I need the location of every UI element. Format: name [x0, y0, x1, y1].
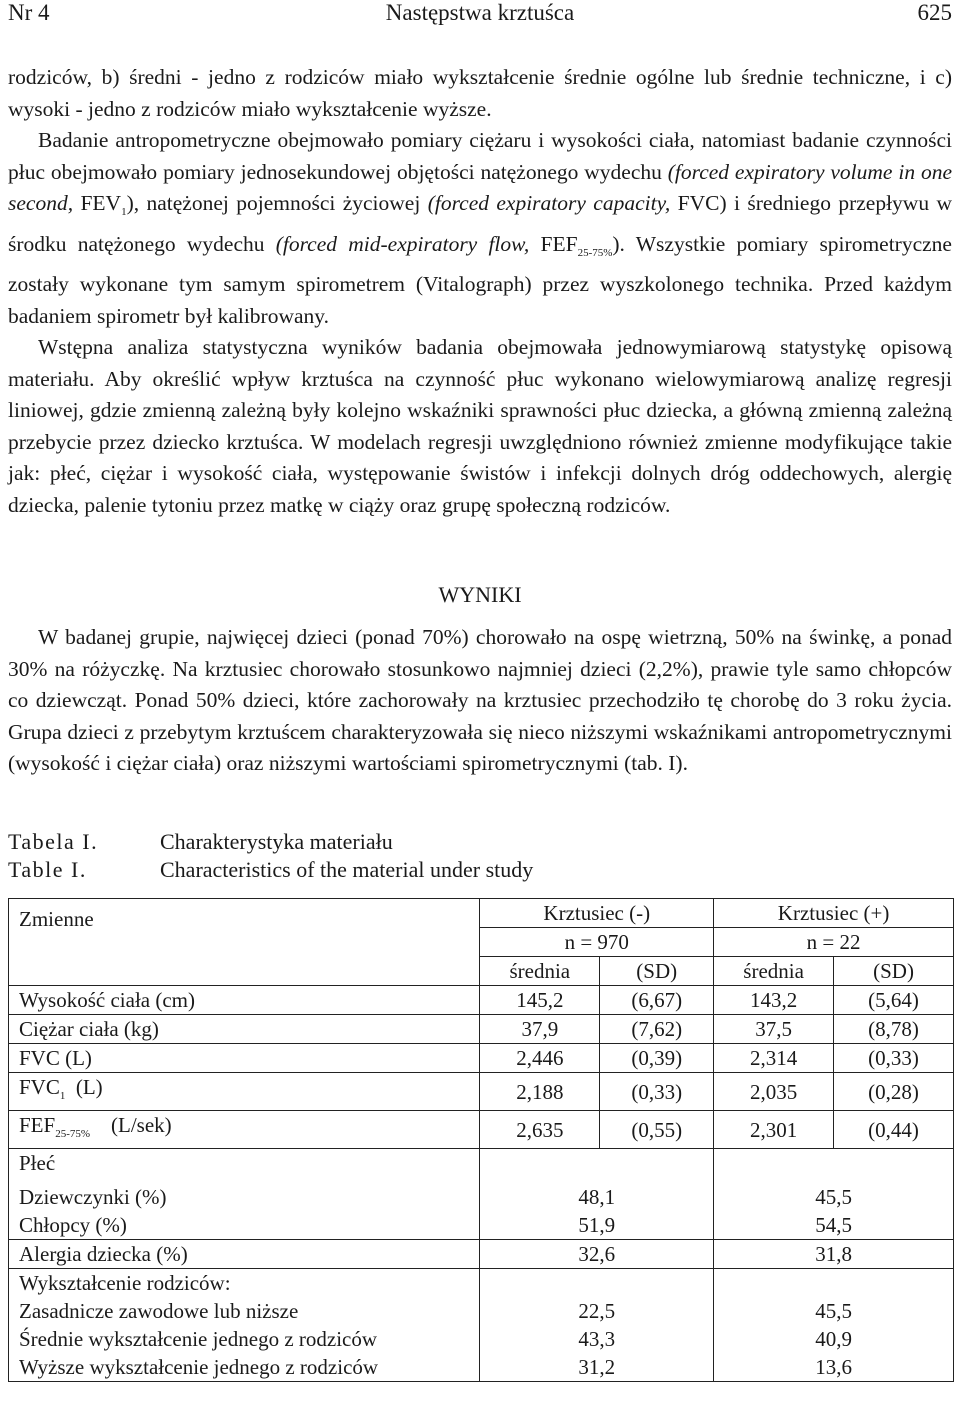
table-row — [9, 986, 954, 1015]
education-group-label: Wykształcenie rodziców: — [19, 1271, 231, 1295]
section-title-results: WYNIKI — [438, 582, 522, 607]
education-higher-positive: 13,6 — [815, 1355, 852, 1379]
row-label: Ciężar ciała (kg) — [9, 1015, 480, 1044]
table-header-row-1 — [9, 899, 954, 928]
sex-boys-label: Chłopcy (%) — [19, 1213, 127, 1237]
row-label-allergy: Alergia dziecka (%) — [9, 1240, 480, 1269]
sex-girls-label: Dziewczynki (%) — [19, 1185, 167, 1209]
education-secondary-positive: 40,9 — [815, 1327, 852, 1351]
header-group-negative: Krztusiec (-) — [480, 899, 714, 928]
header-mean-1: średnia — [480, 957, 600, 986]
table-row-sex — [9, 1149, 954, 1240]
row-label-education — [9, 1269, 480, 1382]
cell-sd-negative: (0,33) — [600, 1073, 714, 1111]
sex-boys-positive: 54,5 — [815, 1213, 852, 1237]
caption-pl-text: Charakterystyka materiału — [160, 829, 393, 854]
cell-sd-positive: (5,64) — [834, 986, 954, 1015]
table-caption-en — [8, 856, 533, 883]
header-mean-2: średnia — [714, 957, 834, 986]
row-label-unit: (L/sek) — [111, 1113, 172, 1137]
header-n-positive: n = 22 — [714, 928, 954, 957]
education-higher-label: Wyższe wykształcenie jednego z rodziców — [19, 1355, 379, 1379]
education-basic-positive: 45,5 — [815, 1299, 852, 1323]
p2-term-fev: (forced expiratory volume in one second, — [8, 159, 952, 215]
row-label-unit: (L) — [75, 1075, 103, 1099]
education-secondary-label: Średnie wykształcenie jednego z rodziców — [19, 1327, 378, 1351]
cell-sd-positive: (8,78) — [834, 1015, 954, 1044]
characteristics-table — [8, 898, 954, 1382]
row-label-sub: 1 — [59, 1090, 66, 1102]
header-sd-1: (SD) — [600, 957, 714, 986]
sex-group-label: Płeć — [19, 1151, 56, 1175]
cell-sex-negative — [480, 1149, 714, 1240]
table-caption-pl — [8, 828, 393, 855]
cell-sd-negative: (0,39) — [600, 1044, 714, 1073]
p2-text-i: ). Wszystkie pomiary spirometryczne zostały wykonane tym samym spirometrem (Vitalograph) przez wyszkolonego technika. Przed każdym badaniem spirometr był kalibrowany. — [8, 231, 952, 328]
cell-sd-negative: (7,62) — [600, 1015, 714, 1044]
paragraph-1: rodziców, b) średni - jedno z rodziców miało wykształcenie średnie ogólne lub średnie techniczne, i c) wysoki - jedno z rodziców miało wykształcenie wyższe. — [8, 65, 952, 121]
cell-education-positive — [714, 1269, 954, 1382]
cell-sd-positive: (0,33) — [834, 1044, 954, 1073]
cell-sd-positive: (0,44) — [834, 1111, 954, 1149]
cell-mean-positive: 2,035 — [714, 1073, 834, 1111]
caption-en-text: Characteristics of the material under study — [160, 857, 534, 882]
row-label-sub: 25-75% — [55, 1128, 91, 1140]
cell-mean-negative: 2,188 — [480, 1073, 600, 1111]
row-label — [9, 1111, 480, 1149]
cell-mean-negative: 2,635 — [480, 1111, 600, 1149]
caption-pl-label: Tabela I. — [8, 829, 99, 854]
table-row-education — [9, 1269, 954, 1382]
issue-number: Nr 4 — [8, 0, 50, 25]
row-label-sex — [9, 1149, 480, 1240]
row-label-main: FVC — [19, 1075, 60, 1099]
p2-abbr-fef: FEF — [529, 231, 578, 256]
cell-sd-negative: (0,55) — [600, 1111, 714, 1149]
education-basic-negative: 22,5 — [578, 1299, 616, 1323]
cell-mean-negative: 145,2 — [480, 986, 600, 1015]
caption-en-label: Table I. — [8, 857, 87, 882]
education-secondary-negative: 43,3 — [578, 1327, 616, 1351]
row-label: FVC (L) — [9, 1044, 480, 1073]
cell-sex-positive — [714, 1149, 954, 1240]
p2-abbr-fef-sub: 25-75% — [577, 246, 613, 259]
cell-mean-positive: 143,2 — [714, 986, 834, 1015]
page-header — [8, 0, 952, 30]
cell-mean-positive: 37,5 — [714, 1015, 834, 1044]
row-label-main: FEF — [19, 1113, 56, 1137]
cell-mean-positive: 2,314 — [714, 1044, 834, 1073]
table-row — [9, 1073, 954, 1111]
p2-text-f: FVC) i średniego przepływu w środku natężonego wydechu — [8, 191, 952, 256]
paragraph-2 — [8, 125, 952, 332]
header-group-positive: Krztusiec (+) — [714, 899, 954, 928]
cell-mean-positive: 2,301 — [714, 1111, 834, 1149]
p2-term-fvc: (forced expiratory capacity, — [427, 191, 671, 215]
results-text — [8, 622, 952, 780]
methods-text — [8, 62, 952, 521]
cell-education-negative — [480, 1269, 714, 1382]
sex-girls-negative: 48,1 — [578, 1185, 616, 1209]
header-sd-2: (SD) — [834, 957, 954, 986]
table-row — [9, 1015, 954, 1044]
running-title: Następstwa krztuśca — [385, 0, 575, 25]
sex-boys-negative: 51,9 — [578, 1213, 616, 1237]
paragraph-3: Wstępna analiza statystyczna wyników badania obejmowała jednowymiarową statystykę opisową materiału. Aby określić wpływ krztuśca na czynność płuc wykonano wielowymiarową analizę regresji liniowej, gdzie zmienną zależną były kolejno wskaźniki sprawności płuc dziecka, a główną zmienną zależną przebycie przez dziecko krztuśca. W modelach regresji uwzględniono również zmienne modyfikujące takie jak: płeć, ciężar i wysokość ciała, występowanie świstów i infekcji dolnych dróg oddechowych, alergię dziecka, palenie tytoniu przez matkę w ciąży oraz grupę społeczną rodziców. — [8, 335, 952, 517]
paragraph-4: W badanej grupie, najwięcej dzieci (ponad 70%) chorowało na ospę wietrzną, 50% na świnkę, a ponad 30% na różyczkę. Na krztusiec chorowało stosunkowo najmniej dzieci (2,2%), prawie tyle samo chłopców co dziewcząt. Ponad 50% dzieci, które zachorowały na krztusiec przechodziło tę chorobę do 3 roku życia. Grupa dzieci z przebytym krztuścem charakteryzowała się nieco niższymi wskaźnikami antropometrycznymi (wysokość i ciężar ciała) oraz niższymi wartościami spirometrycznymi (tab. I). — [8, 625, 952, 775]
row-label: Wysokość ciała (cm) — [9, 986, 480, 1015]
education-basic-label: Zasadnicze zawodowe lub niższe — [19, 1299, 299, 1323]
education-higher-negative: 31,2 — [578, 1355, 616, 1379]
allergy-negative: 32,6 — [480, 1240, 714, 1269]
row-label — [9, 1073, 480, 1111]
p2-abbr-fev: FEV — [73, 191, 122, 215]
cell-sd-positive: (0,28) — [834, 1073, 954, 1111]
header-n-negative: n = 970 — [480, 928, 714, 957]
p2-text-d: ), natężonej pojemności życiowej — [126, 191, 428, 215]
allergy-positive: 31,8 — [714, 1240, 954, 1269]
p2-text-a: Badanie antropometryczne obejmowało pomiary ciężaru i wysokości ciała, natomiast badanie czynności płuc obejmowało pomiary jednosekundowej objętości natężonego wydechu — [8, 128, 952, 184]
cell-mean-negative: 37,9 — [480, 1015, 600, 1044]
header-variables: Zmienne — [9, 899, 480, 986]
cell-sd-negative: (6,67) — [600, 986, 714, 1015]
p2-abbr-fev-sub: 1 — [121, 206, 127, 218]
page-number: 625 — [917, 0, 952, 25]
table-row — [9, 1111, 954, 1149]
table-row — [9, 1044, 954, 1073]
sex-girls-positive: 45,5 — [815, 1185, 852, 1209]
table-row-allergy — [9, 1240, 954, 1269]
cell-mean-negative: 2,446 — [480, 1044, 600, 1073]
p2-term-fef: (forced mid-expiratory flow, — [275, 231, 530, 256]
